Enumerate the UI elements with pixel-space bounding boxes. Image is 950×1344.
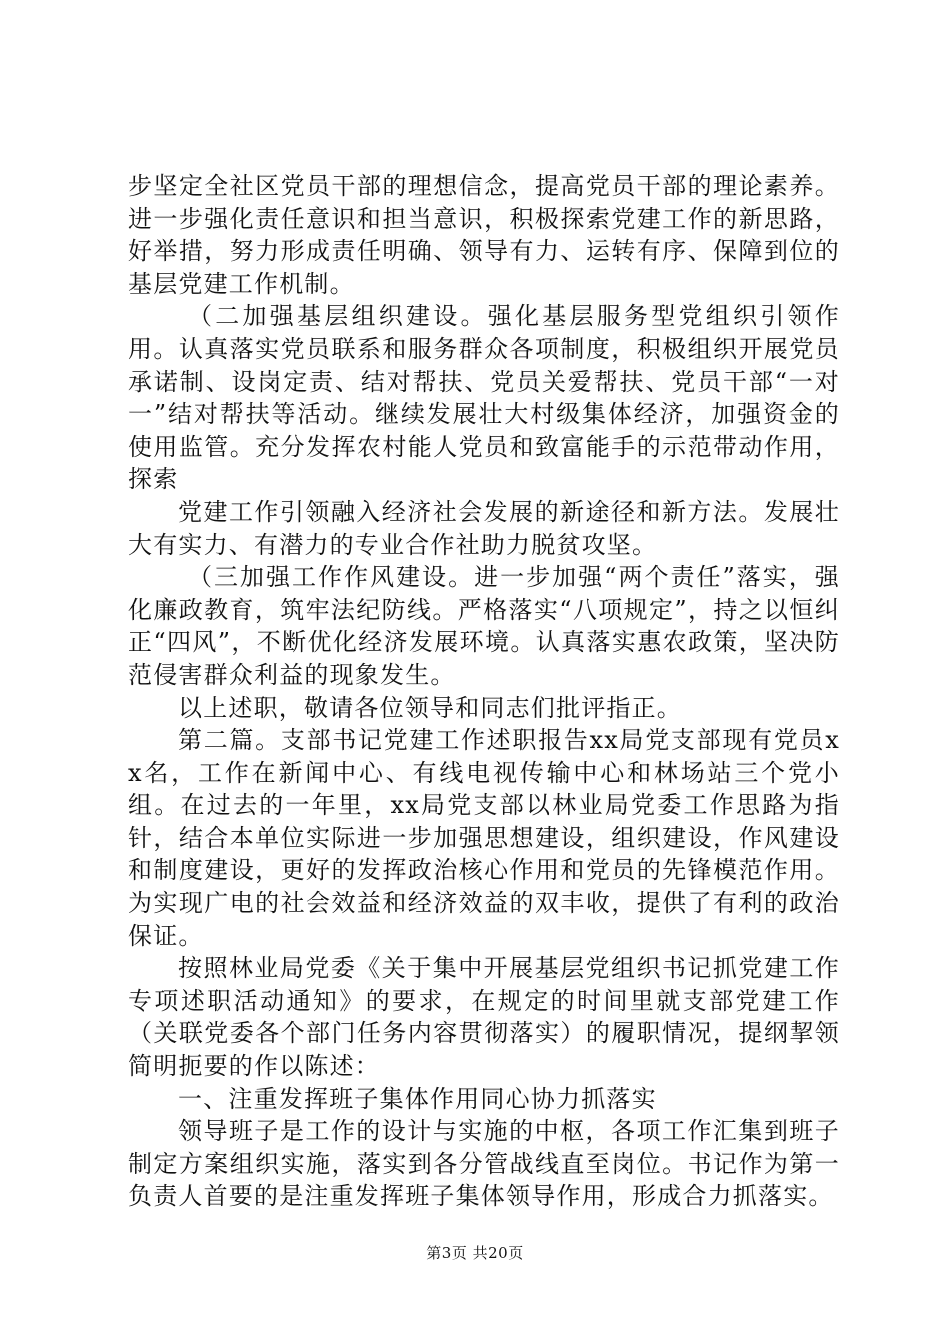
body-paragraph-4: （三加强工作作风建设。进一步加强“两个责任”落实，强化廉政教育，筑牢法纪防线。严格落实“八项规定”，持之以恒纠正“四风”，不断优化经济发展环境。认真落实惠农政策，坚决防范侵害群众利益的现象发生。 <box>128 563 840 689</box>
body-paragraph-6: 第二篇。支部书记党建工作述职报告xx局党支部现有党员xx名，工作在新闻中心、有线电视传输中心和林场站三个党小组。在过去的一年里，xx局党支部以林业局党委工作思路为指针，结合本单位实际进一步加强思想建设，组织建设，作风建设和制度建设，更好的发挥政治核心作用和党员的先锋模范作用。为实现广电的社会效益和经济效益的双丰收，提供了有利的政治保证。 <box>128 726 840 950</box>
body-paragraph-8: 领导班子是工作的设计与实施的中枢，各项工作汇集到班子制定方案组织实施，落实到各分管战线直至岗位。书记作为第一负责人首要的是注重发挥班子集体领导作用，形成合力抓落实。 <box>128 1117 840 1211</box>
body-paragraph-3: 党建工作引领融入经济社会发展的新途径和新方法。发展壮大有实力、有潜力的专业合作社助力脱贫攻坚。 <box>128 497 840 559</box>
page-footer: 第3页 共20页 <box>426 1244 524 1262</box>
body-paragraph-5: 以上述职，敬请各位领导和同志们批评指正。 <box>178 693 682 722</box>
body-paragraph-7: 按照林业局党委《关于集中开展基层党组织书记抓党建工作专项述职活动通知》的要求，在规定的时间里就支部党建工作（关联党委各个部门任务内容贯彻落实）的履职情况，提纲挈领简明扼要的作以陈述： <box>128 954 840 1081</box>
document-body <box>128 170 840 1213</box>
body-paragraph-1: 步坚定全社区党员干部的理想信念，提高党员干部的理论素养。进一步强化责任意识和担当意识，积极探索党建工作的新思路，好举措，努力形成责任明确、领导有力、运转有序、保障到位的基层党建工作机制。 <box>128 172 840 298</box>
body-paragraph-2: （二加强基层组织建设。强化基层服务型党组织引领作用。认真落实党员联系和服务群众各项制度，积极组织开展党员承诺制、设岗定责、结对帮扶、党员关爱帮扶、党员干部“一对一”结对帮扶等活动。继续发展壮大村级集体经济，加强资金的使用监管。充分发挥农村能人党员和致富能手的示范带动作用，探索 <box>128 302 840 494</box>
section-heading: 一、注重发挥班子集体作用同心协力抓落实 <box>178 1084 657 1113</box>
